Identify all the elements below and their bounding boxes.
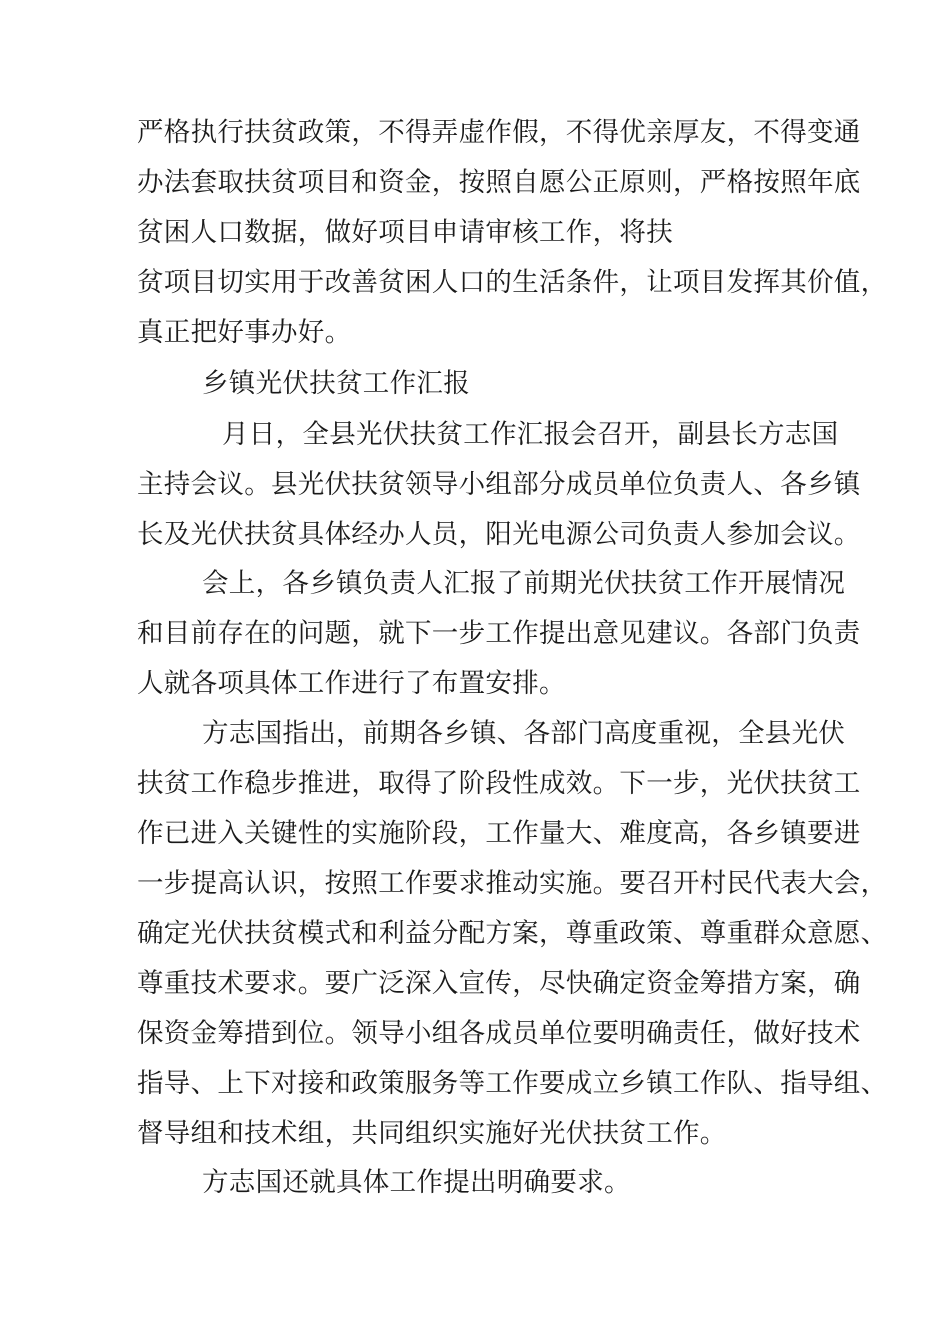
paragraph-4-line-6: 尊重技术要求。要广泛深入宣传，尽快确定资金筹措方案，确	[137, 968, 861, 999]
paragraph-3-line-3: 人就各项具体工作进行了布置安排。	[137, 668, 566, 699]
paragraph-4-line-2: 扶贫工作稳步推进，取得了阶段性成效。下一步，光伏扶贫工	[137, 768, 861, 799]
paragraph-4-line-1: 方志国指出，前期各乡镇、各部门高度重视，全县光伏	[202, 718, 846, 749]
paragraph-4-line-9: 督导组和技术组，共同组织实施好光伏扶贫工作。	[137, 1118, 727, 1149]
paragraph-4-line-3: 作已进入关键性的实施阶段，工作量大、难度高，各乡镇要进	[137, 818, 861, 849]
paragraph-1-line-3: 贫困人口数据，做好项目申请审核工作，将扶	[137, 217, 673, 248]
paragraph-3-line-2: 和目前存在的问题，就下一步工作提出意见建议。各部门负责	[137, 618, 861, 649]
paragraph-2-line-2: 主持会议。县光伏扶贫领导小组部分成员单位负责人、各乡镇	[137, 469, 861, 500]
paragraph-1-line-5: 真正把好事办好。	[137, 317, 352, 348]
paragraph-4-line-8: 指导、上下对接和政策服务等工作要成立乡镇工作队、指导组、	[137, 1068, 888, 1099]
paragraph-5-line-1: 方志国还就具体工作提出明确要求。	[202, 1167, 631, 1198]
paragraph-3-line-1: 会上，各乡镇负责人汇报了前期光伏扶贫工作开展情况	[202, 568, 846, 599]
section-heading: 乡镇光伏扶贫工作汇报	[202, 368, 470, 399]
paragraph-2-line-3: 长及光伏扶贫具体经办人员，阳光电源公司负责人参加会议。	[137, 519, 861, 550]
paragraph-1-line-1: 严格执行扶贫政策，不得弄虚作假，不得优亲厚友，不得变通	[137, 117, 861, 148]
paragraph-2-line-1: 月日，全县光伏扶贫工作汇报会召开，副县长方志国	[222, 419, 839, 450]
paragraph-4-line-7: 保资金筹措到位。领导小组各成员单位要明确责任，做好技术	[137, 1018, 861, 1049]
paragraph-1-line-2: 办法套取扶贫项目和资金，按照自愿公正原则，严格按照年底	[137, 167, 861, 198]
paragraph-4-line-4: 一步提高认识，按照工作要求推动实施。要召开村民代表大会，	[137, 868, 888, 899]
paragraph-1-line-4: 贫项目切实用于改善贫困人口的生活条件，让项目发挥其价值，	[137, 267, 888, 298]
paragraph-4-line-5: 确定光伏扶贫模式和利益分配方案，尊重政策、尊重群众意愿、	[137, 918, 888, 949]
